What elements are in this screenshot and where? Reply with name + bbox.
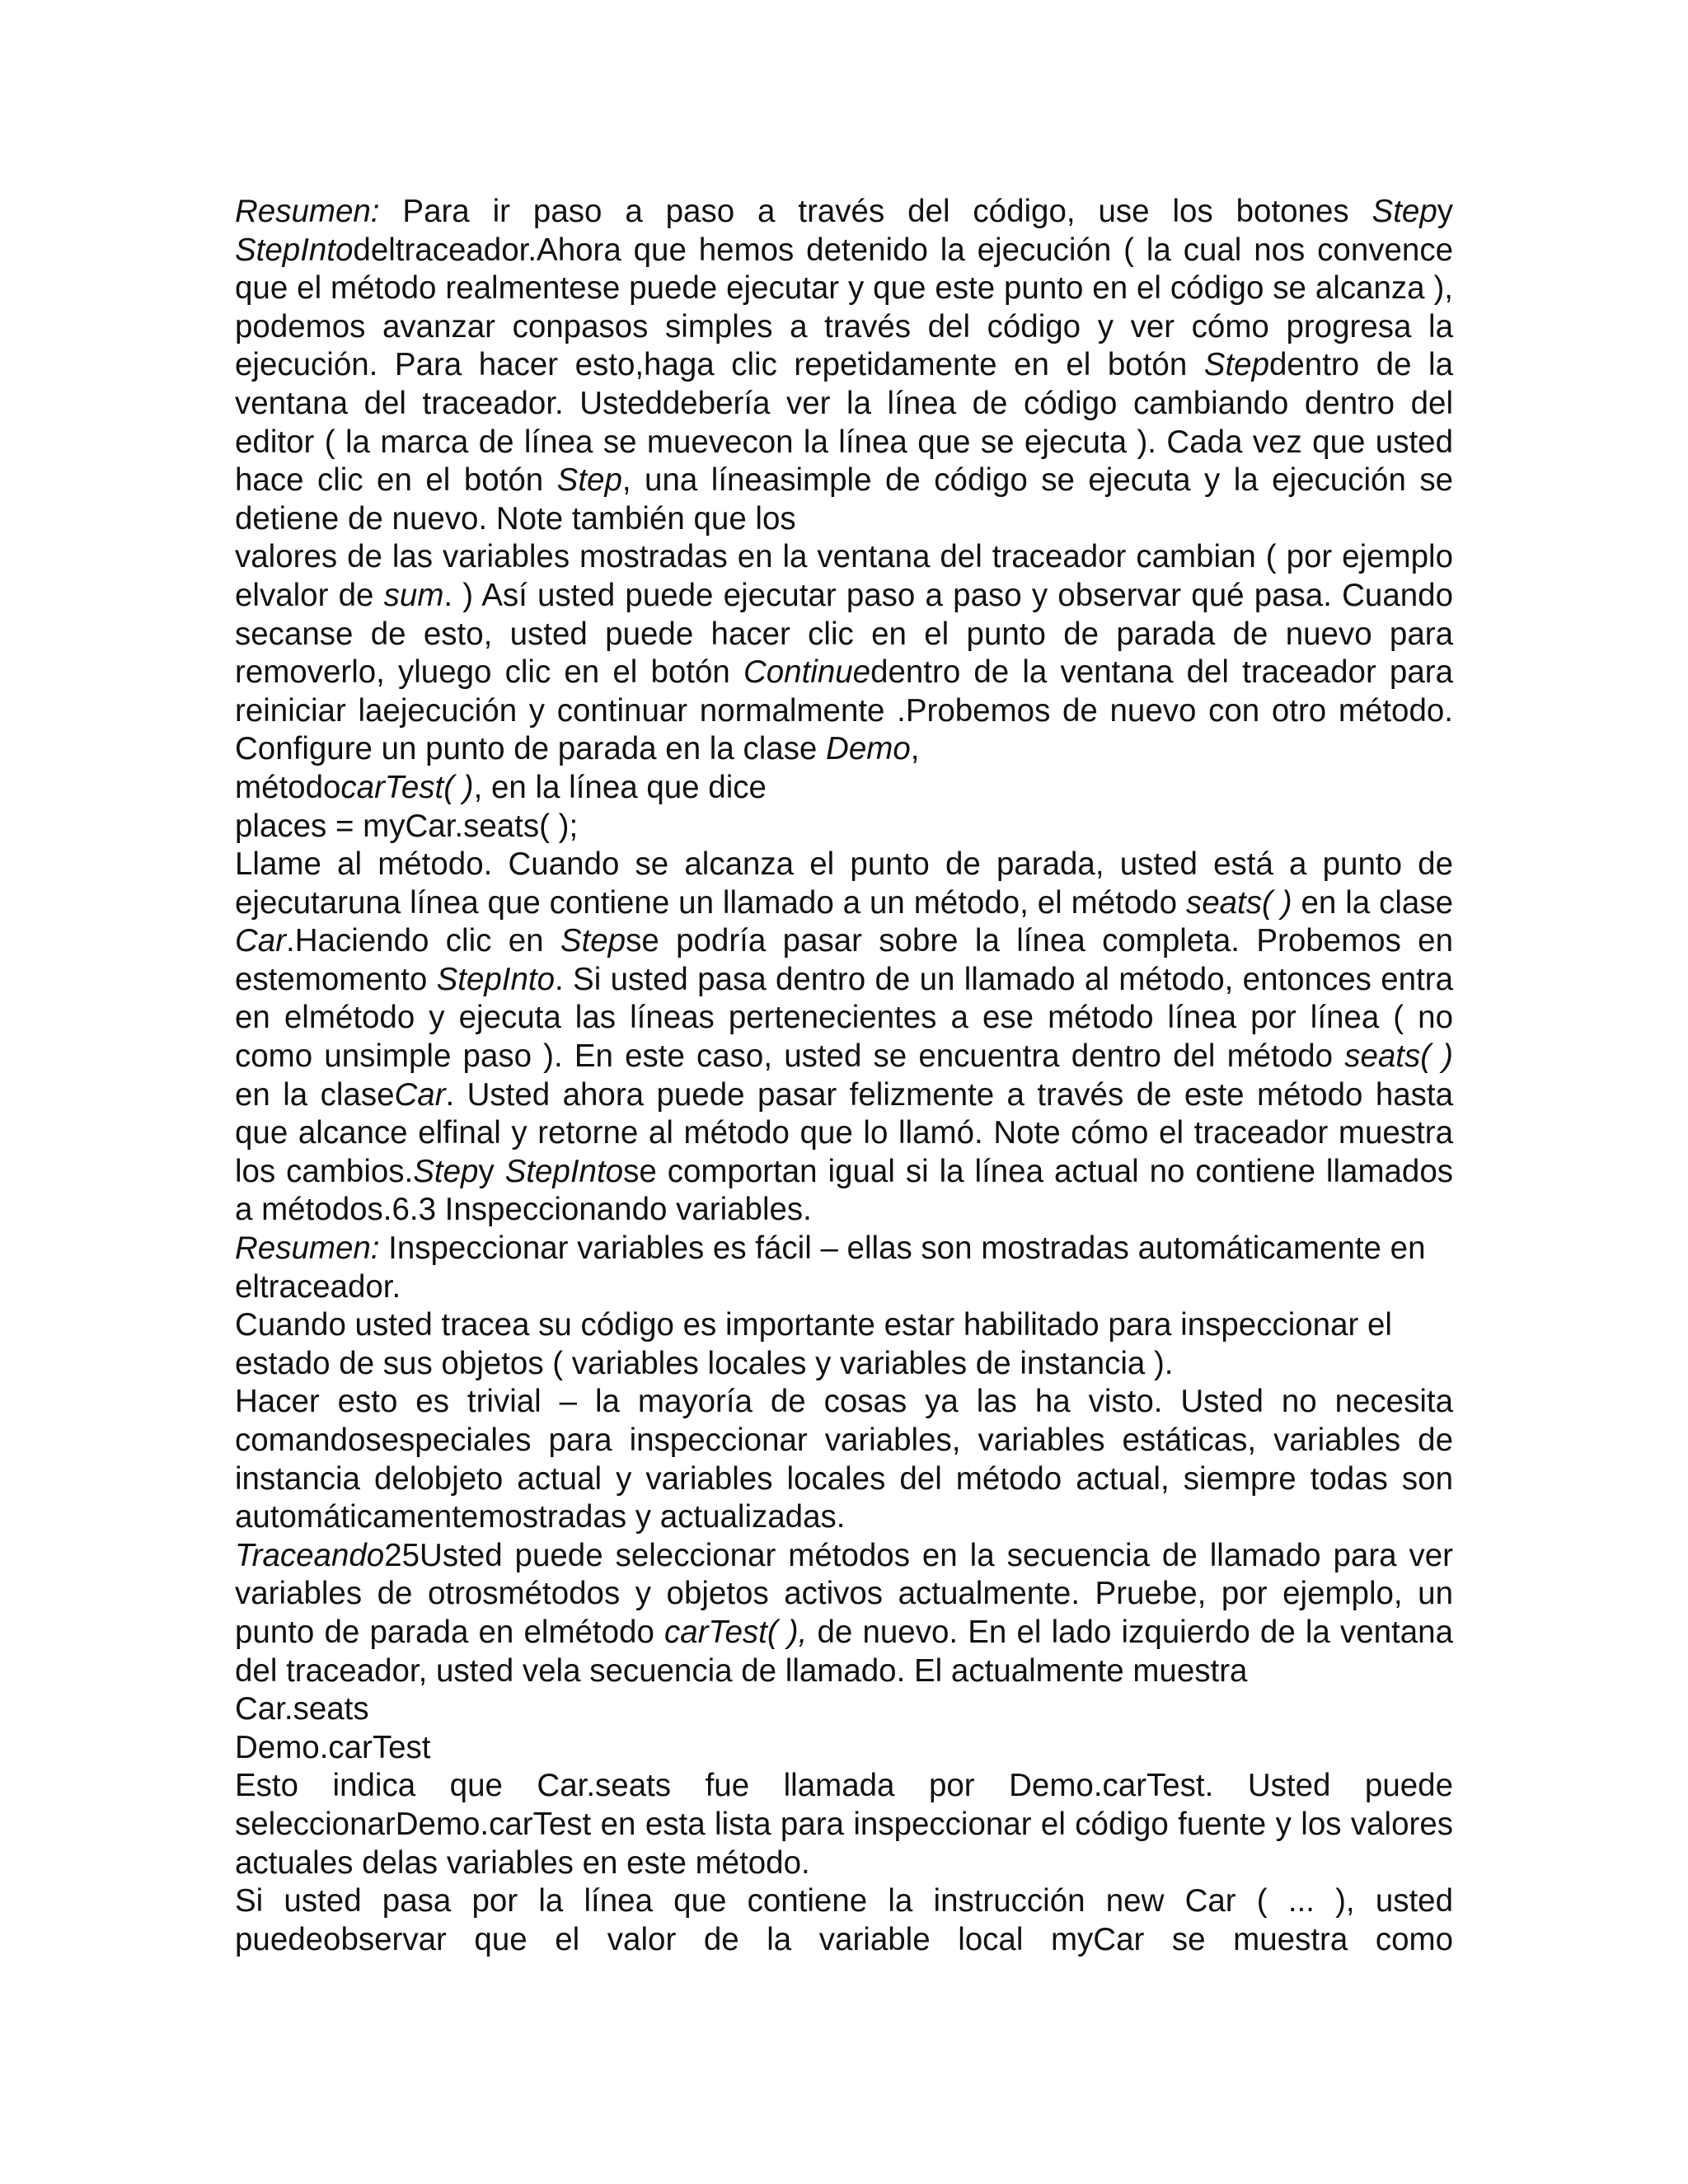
text-run: Para ir paso a paso a través del código, use los botones <box>379 194 1372 229</box>
text-run: y <box>1437 194 1453 229</box>
text-run: Demo.carTest <box>235 1729 431 1765</box>
italic-term: StepInto <box>504 1153 624 1189</box>
text-run: dentro de la ventana del traceador para reiniciar laejecución y continuar normalmente .Probemos de nuevo con otro método. Configure un punto de parada en la clase <box>235 654 1453 767</box>
italic-term: Step <box>1372 194 1437 229</box>
italic-term: Resumen: <box>235 194 380 229</box>
italic-term: seats( ) <box>1185 884 1292 921</box>
text-run: método <box>235 769 341 805</box>
text-run: places = myCar.seats( ); <box>235 808 579 844</box>
text-run: en la clase <box>1292 884 1454 921</box>
text-run: , en la línea que dice <box>473 769 767 805</box>
text-run: Inspeccionar variables es fácil – ellas son mostradas automáticamente en eltraceador. <box>235 1230 1426 1305</box>
paragraph <box>235 1690 1453 1729</box>
italic-term: Step <box>1203 347 1269 383</box>
text-run: se comportan igual si la línea actual no contiene llamados a métodos.6.3 Inspeccionando variables. <box>235 1153 1454 1228</box>
paragraph <box>235 1537 1453 1690</box>
paragraph <box>235 1729 1453 1768</box>
text-run: Car.seats <box>235 1691 369 1727</box>
text-run: Llame al método. Cuando se alcanza el punto de parada, usted está a punto de ejecutaruna línea que contiene un llamado a un método, el método <box>235 846 1453 921</box>
italic-term: Resumen: <box>235 1230 380 1267</box>
paragraph <box>235 1383 1453 1536</box>
italic-term: Traceando <box>235 1537 385 1573</box>
italic-term: Car <box>394 1076 446 1113</box>
italic-term: Continue <box>743 654 871 691</box>
italic-term: Demo <box>826 731 911 767</box>
italic-term: carTest( ), <box>664 1614 808 1650</box>
text-run: Cuando usted tracea su código es importante estar habilitado para inspeccionar el estado de sus objetos ( variables locales y variables de instancia ). <box>235 1307 1392 1381</box>
text-run: . ) Así usted puede ejecutar paso a paso y observar qué pasa. Cuando secanse de esto, usted puede hacer clic en el punto de parada de nuevo para removerlo, yluego clic en el botón <box>235 577 1453 691</box>
text-run: dentro de la ventana del traceador. Usteddebería ver la línea de código cambiando dentro del editor ( la marca de línea se muevecon la línea que se ejecuta ). Cada vez que usted hace clic en el botón <box>235 347 1454 499</box>
text-run: Hacer esto es trivial – la mayoría de cosas ya las ha visto. Usted no necesita comandosespeciales para inspeccionar variables, variables estáticas, variables de instancia delobjeto actual y variables locales del método actual, siempre todas son automáticamentemostradas y actualizadas. <box>235 1384 1453 1535</box>
italic-term: Step <box>413 1153 479 1189</box>
text-run: deltraceador.Ahora que hemos detenido la ejecución ( la cual nos convence que el método realmentese puede ejecutar y que este punto en el código se alcanza ), podemos avanzar conpasos simples a través del código y ver cómo progresa la ejecución. Para hacer esto,haga clic repetidamente en el botón <box>235 232 1453 383</box>
italic-term: carTest( ) <box>340 769 474 805</box>
paragraph <box>235 193 1453 538</box>
paragraph <box>235 1230 1453 1306</box>
italic-term: sum <box>383 577 444 613</box>
text-run: se podría pasar sobre la línea completa. Probemos en estemomento <box>235 923 1453 997</box>
paragraph <box>235 808 1453 846</box>
paragraph <box>235 1767 1453 1882</box>
text-run: en la clase <box>235 1076 395 1113</box>
paragraph <box>235 769 1453 808</box>
paragraph <box>235 538 1453 769</box>
italic-term: seats( ) <box>1344 1038 1454 1075</box>
italic-term: Car <box>235 923 287 959</box>
paragraph <box>235 1306 1453 1383</box>
text-run: .Haciendo clic en <box>286 923 560 959</box>
text-run: de nuevo. En el lado izquierdo de la ventana del traceador, usted vela secuencia de llamado. El actualmente muestra <box>235 1614 1454 1689</box>
italic-term: StepInto <box>436 961 556 997</box>
italic-term: Step <box>560 923 626 959</box>
text-run: y <box>478 1153 505 1189</box>
text-run: , <box>910 731 920 767</box>
text-run: valores de las variables mostradas en la ventana del traceador cambian ( por ejemplo elvalor de <box>235 539 1453 613</box>
paragraph <box>235 846 1453 1230</box>
text-run: 25Usted puede seleccionar métodos en la secuencia de llamado para ver variables de otrosmétodos y objetos activos actualmente. Pruebe, por ejemplo, un punto de parada en elmétodo <box>235 1537 1453 1650</box>
paragraph <box>235 1882 1453 1959</box>
text-run: , una líneasimple de código se ejecuta y la ejecución se detiene de nuevo. Note también que los <box>235 462 1453 537</box>
text-run: . Usted ahora puede pasar felizmente a través de este método hasta que alcance elfinal y retorne al método que lo llamó. Note cómo el traceador muestra los cambios. <box>235 1076 1453 1189</box>
italic-term: Step <box>556 462 622 499</box>
text-run: Esto indica que Car.seats fue llamada por Demo.carTest. Usted puede seleccionarDemo.carTest en esta lista para inspeccionar el código fuente y los valores actuales delas variables en este método. <box>235 1768 1453 1881</box>
text-run: . Si usted pasa dentro de un llamado al método, entonces entra en elmétodo y ejecuta las líneas pertenecientes a ese método línea por línea ( no como unsimple paso ). En este caso, usted se encuentra dentro del método <box>235 961 1454 1075</box>
text-run: Si usted pasa por la línea que contiene la instrucción new Car ( ... ), usted puedeobservar que el valor de la variable local myCar se muestra como <box>235 1883 1453 1957</box>
document-page <box>235 193 1453 1959</box>
italic-term: StepInto <box>235 232 354 268</box>
